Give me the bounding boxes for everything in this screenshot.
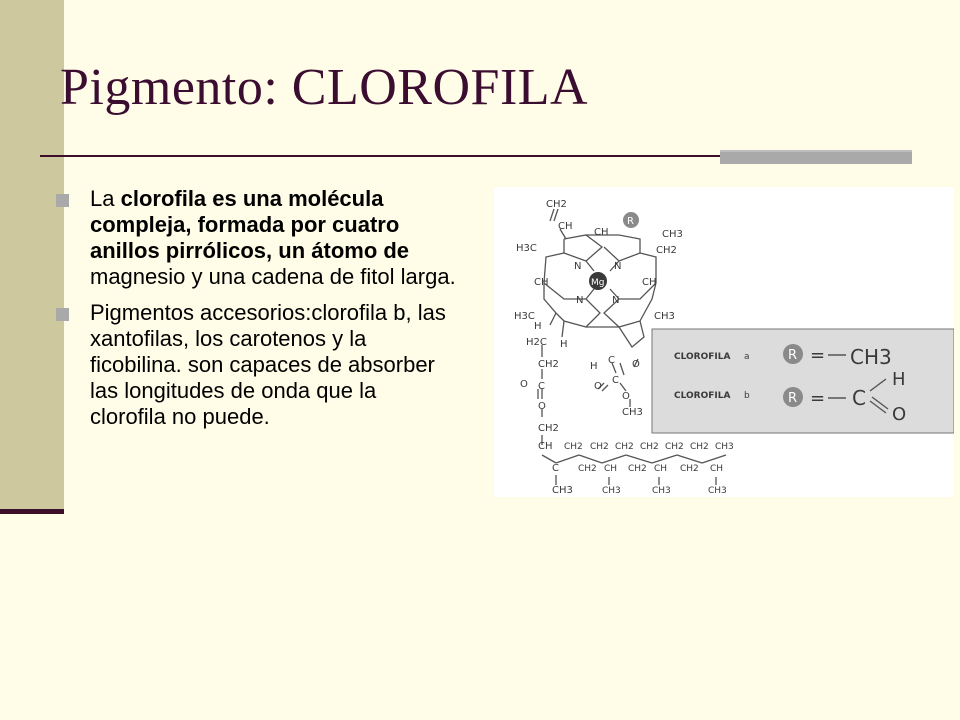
legend-ch3: CH3 <box>850 345 892 369</box>
phytol-mid-3: CH <box>654 464 668 474</box>
phytol-top-2: CH2 <box>615 442 634 452</box>
label-ch-meso: CH <box>594 227 609 238</box>
label-ch3: CH3 <box>552 485 573 496</box>
phytol-bottom-1: CH3 <box>652 486 671 496</box>
bullet-text-plain: Pigmentos accesorios:clorofila b, las xantofilas, los carotenos y la ficobilina. son capaces de absorber las longitudes de onda que la clorofila no puede. <box>90 300 446 429</box>
bullet-item <box>56 186 456 290</box>
chlorophyll-structure-figure <box>494 187 954 497</box>
label-ch3: CH3 <box>654 311 675 322</box>
label-n: N <box>576 295 584 306</box>
left-decor-bar <box>0 509 64 514</box>
phytol-mid-2: CH2 <box>628 464 647 474</box>
phytol-top-1: CH2 <box>590 442 609 452</box>
title-rule-accent <box>720 150 912 164</box>
phytol-bottom-0: CH3 <box>602 486 621 496</box>
label-h: H <box>560 339 568 350</box>
legend-row-b-name: CLOROFILA <box>674 391 731 401</box>
label-ch: CH <box>538 441 553 452</box>
legend-r-label-a: R <box>788 348 798 363</box>
label-o: O <box>520 379 528 390</box>
label-h: H <box>534 321 542 332</box>
phytol-mid-4: CH2 <box>680 464 699 474</box>
mg-label: Mg <box>591 278 605 288</box>
label-o: O <box>538 401 546 412</box>
label-n: N <box>614 261 622 272</box>
phytol-top-0: CH2 <box>564 442 583 452</box>
legend-row-a-letter: a <box>744 352 750 362</box>
label-o: O <box>632 359 640 370</box>
label-h: H <box>590 361 598 372</box>
label-h2c: H2C <box>526 337 547 348</box>
legend-c: C <box>852 386 866 410</box>
phytol-bottom-2: CH3 <box>708 486 727 496</box>
square-bullet-icon <box>56 194 69 207</box>
bullet-list <box>56 186 456 440</box>
phytol-top-3: CH2 <box>640 442 659 452</box>
phytol-mid-1: CH <box>604 464 618 474</box>
bullet-text-plain: La <box>90 186 121 211</box>
label-ch3: CH3 <box>622 407 643 418</box>
square-bullet-icon <box>56 308 69 321</box>
legend-box <box>652 329 954 433</box>
bullet-text-plain: magnesio y una cadena de fitol larga. <box>90 264 456 289</box>
label-c: C <box>608 355 615 366</box>
legend-background <box>652 329 954 433</box>
label-o: O <box>622 391 630 402</box>
label-ch: CH <box>558 221 573 232</box>
label-ch2: CH2 <box>656 245 677 256</box>
legend-h: H <box>892 369 906 390</box>
phytol-top-6: CH3 <box>715 442 734 452</box>
label-h3c: H3C <box>516 243 537 254</box>
chlorophyll-structure-diagram <box>494 187 954 497</box>
label-ch2: CH2 <box>546 199 567 210</box>
legend-o: O <box>892 404 907 425</box>
phytol-top-4: CH2 <box>665 442 684 452</box>
label-c: C <box>538 381 545 392</box>
r-badge-label: R <box>627 216 634 227</box>
label-c: C <box>552 463 559 474</box>
label-ch2: CH2 <box>538 359 559 370</box>
label-o: O <box>594 381 602 392</box>
phytol-mid-5: CH <box>710 464 724 474</box>
label-ch: CH <box>642 277 657 288</box>
label-ch3: CH3 <box>662 229 683 240</box>
label-h3c: H3C <box>514 311 535 322</box>
label-ch: CH <box>534 277 549 288</box>
label-n: N <box>612 295 620 306</box>
slide-title: Pigmento: CLOROFILA <box>60 59 589 116</box>
legend-r-label-b: R <box>788 391 798 406</box>
bullet-text-bold: clorofila es una molécula compleja, formada por cuatro anillos pirrólicos, un átomo de <box>90 186 410 263</box>
bullet-item <box>56 300 456 430</box>
label-n: N <box>574 261 582 272</box>
label-c: C <box>612 375 619 386</box>
legend-eq-b: = <box>810 388 826 409</box>
legend-row-a-name: CLOROFILA <box>674 352 731 362</box>
phytol-top-5: CH2 <box>690 442 709 452</box>
legend-eq-a: = <box>810 345 826 366</box>
phytol-mid-0: CH2 <box>578 464 597 474</box>
legend-row-b-letter: b <box>744 391 750 401</box>
left-decor-band <box>0 0 64 510</box>
label-ch2: CH2 <box>538 423 559 434</box>
